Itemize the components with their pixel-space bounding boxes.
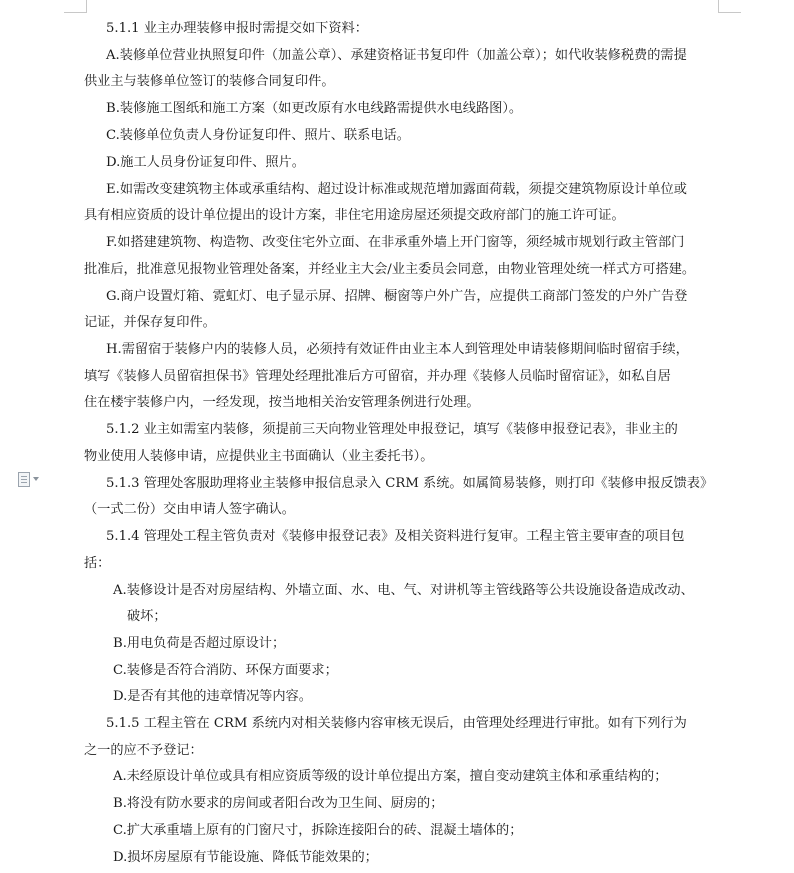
text-line: 5.1.3 管理处客服助理将业主装修申报信息录入 CRM 系统。如属简易装修，则打印《装修申报反馈表》 bbox=[106, 476, 714, 491]
text-line: C.扩大承重墙上原有的门窗尺寸，拆除连接阳台的砖、混凝土墙体的； bbox=[113, 823, 523, 838]
margin-corner-right bbox=[718, 0, 741, 13]
text-line: 破坏； bbox=[127, 609, 167, 624]
text-line: E.如需改变建筑物主体或承重结构、超过设计标准或规范增加露面荷载，须提交建筑物原设计单位或 bbox=[106, 182, 687, 197]
dropdown-caret-icon bbox=[33, 477, 39, 481]
text-line: C.装修单位负责人身份证复印件、照片、联系电话。 bbox=[106, 128, 410, 143]
text-line: B.将没有防水要求的房间或者阳台改为卫生间、厨房的； bbox=[113, 796, 444, 811]
text-line: 之一的应不予登记： bbox=[84, 743, 203, 758]
document-glyph-icon bbox=[18, 472, 30, 487]
text-line: 批准后，批准意见报物业管理处备案，并经业主大会/业主委员会同意，由物业管理处统一样式方可搭建。 bbox=[84, 262, 696, 277]
text-line: D.施工人员身份证复印件、照片。 bbox=[106, 155, 305, 170]
text-line: D.损坏房屋原有节能设施、降低节能效果的； bbox=[113, 850, 378, 865]
text-line: 供业主与装修单位签订的装修合同复印件。 bbox=[84, 74, 335, 89]
text-line: A.未经原设计单位或具有相应资质等级的设计单位提出方案，擅自变动建筑主体和承重结构的； bbox=[113, 769, 668, 784]
text-line: 填写《装修人员留宿担保书》管理处经理批准后方可留宿，并办理《装修人员临时留宿证》，如私自居 bbox=[84, 369, 671, 384]
text-line: 具有相应资质的设计单位提出的设计方案，非住宅用途房屋还须提交政府部门的施工许可证。 bbox=[84, 208, 625, 223]
text-line: B.装修施工图纸和施工方案（如更改原有水电线路需提供水电线路图）。 bbox=[106, 101, 523, 116]
text-line: 物业使用人装修申请，应提供业主书面确认（业主委托书）。 bbox=[84, 449, 434, 464]
text-line: B.用电负荷是否超过原设计； bbox=[113, 636, 286, 651]
text-line: 5.1.5 工程主管在 CRM 系统内对相关装修内容审核无误后，由管理处经理进行审批。如有下列行为 bbox=[106, 716, 687, 731]
text-line: A.装修单位营业执照复印件（加盖公章）、承建资格证书复印件（加盖公章）；如代收装修税费的需提 bbox=[106, 48, 687, 63]
text-line: 住在楼宇装修户内，一经发现，按当地相关治安管理条例进行处理。 bbox=[84, 395, 480, 410]
text-line: 5.1.4 管理处工程主管负责对《装修申报登记表》及相关资料进行复审。工程主管主要审查的项目包 bbox=[106, 529, 685, 544]
margin-corner-left bbox=[64, 0, 87, 13]
text-line: H.需留宿于装修户内的装修人员，必须持有效证件由业主本人到管理处申请装修期间临时留宿手续， bbox=[106, 342, 689, 357]
text-line: 5.1.2 业主如需室内装修，须提前三天向物业管理处申报登记，填写《装修申报登记表》，非业主的 bbox=[106, 422, 678, 437]
text-line: G.商户设置灯箱、霓虹灯、电子显示屏、招牌、橱窗等户外广告，应提供工商部门签发的户外广告登 bbox=[106, 289, 688, 304]
text-line: （一式二份）交由申请人签字确认。 bbox=[84, 502, 295, 517]
text-line: C.装修是否符合消防、环保方面要求； bbox=[113, 663, 338, 678]
text-line: A.装修设计是否对房屋结构、外墙立面、水、电、气、对讲机等主管线路等公共设施设备造成改动、 bbox=[113, 583, 694, 598]
document-icon[interactable] bbox=[18, 471, 44, 487]
text-line: 5.1.1 业主办理装修申报时需提交如下资料： bbox=[106, 21, 368, 36]
text-line: 记证，并保存复印件。 bbox=[84, 315, 216, 330]
text-line: F.如搭建建筑物、构造物、改变住宅外立面、在非承重外墙上开门窗等，须经城市规划行政主管部门 bbox=[106, 235, 685, 250]
text-line: D.是否有其他的违章情况等内容。 bbox=[113, 689, 312, 704]
text-line: 括： bbox=[84, 556, 111, 571]
